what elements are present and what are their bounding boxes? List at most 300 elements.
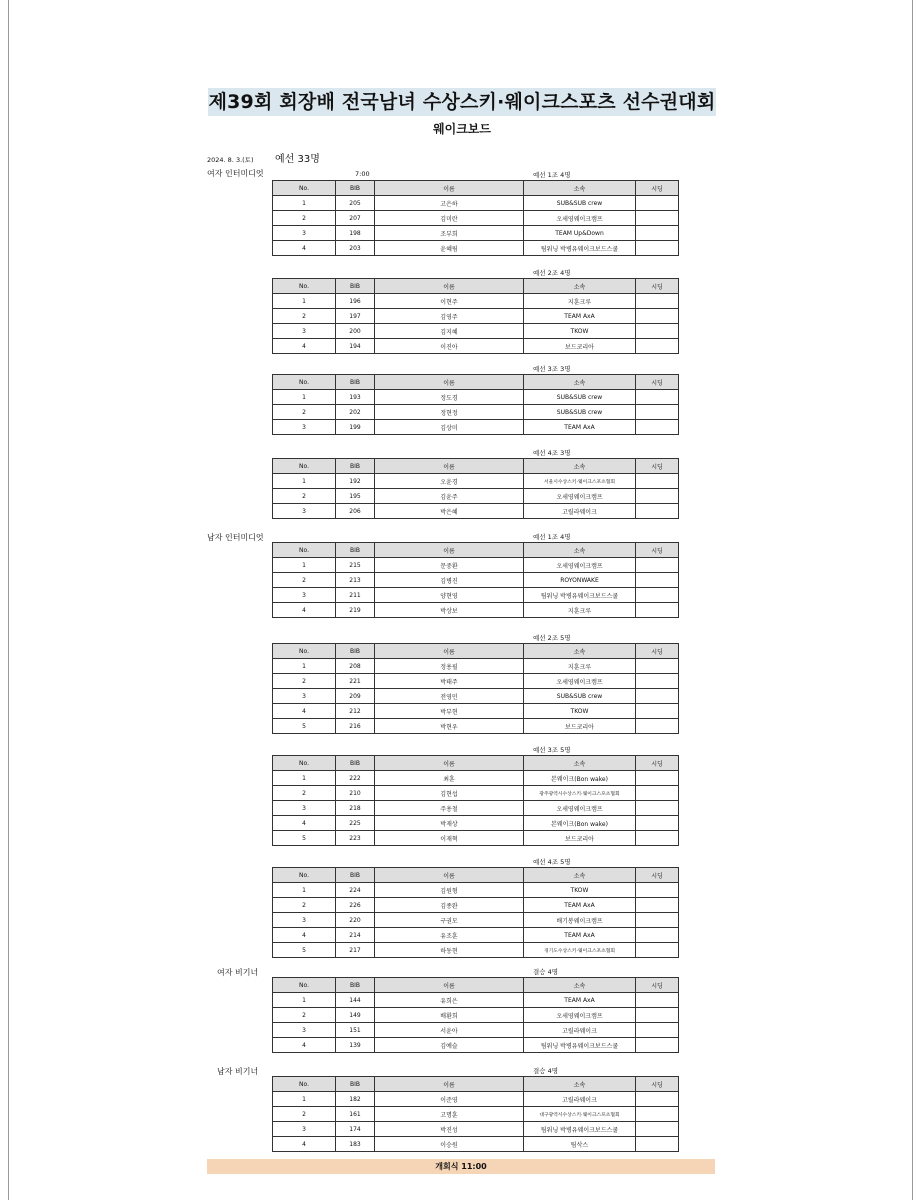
- cell-rank: [636, 504, 679, 519]
- round-heading: 예선 33명: [275, 154, 320, 165]
- cell-bib: 213: [336, 573, 375, 588]
- cell-no: 3: [273, 1122, 336, 1137]
- column-header-bib: BIB: [336, 1077, 375, 1092]
- cell-bib: 210: [336, 786, 375, 801]
- heat-table: [272, 374, 679, 435]
- table-row: [273, 294, 679, 309]
- cell-club: SUB&SUB crew: [524, 390, 636, 405]
- cell-name: 박진성: [375, 1122, 524, 1137]
- cell-bib: 207: [336, 211, 375, 226]
- cell-no: 1: [273, 474, 336, 489]
- cell-name: 고은하: [375, 196, 524, 211]
- table-row: [273, 1008, 679, 1023]
- cell-bib: 218: [336, 801, 375, 816]
- cell-bib: 151: [336, 1023, 375, 1038]
- cell-name: 이재혁: [375, 831, 524, 846]
- cell-name: 오윤경: [375, 474, 524, 489]
- table-row: [273, 1107, 679, 1122]
- column-header-no: No.: [273, 1077, 336, 1092]
- cell-club: SUB&SUB crew: [524, 196, 636, 211]
- cell-club: 팀워닝 박병유웨이크보드스쿨: [524, 1122, 636, 1137]
- cell-rank: [636, 324, 679, 339]
- column-header-rank: 시딩: [636, 644, 679, 659]
- heat-table: [272, 542, 679, 618]
- column-header-rank: 시딩: [636, 279, 679, 294]
- cell-name: 박태주: [375, 674, 524, 689]
- cell-club: SUB&SUB crew: [524, 689, 636, 704]
- cell-name: 김지혜: [375, 324, 524, 339]
- cell-name: 김종완: [375, 898, 524, 913]
- table-row: [273, 226, 679, 241]
- cell-bib: 174: [336, 1122, 375, 1137]
- cell-name: 이준영: [375, 1092, 524, 1107]
- cell-bib: 149: [336, 1008, 375, 1023]
- cell-name: 김현섭: [375, 786, 524, 801]
- cell-rank: [636, 1023, 679, 1038]
- column-header-no: No.: [273, 543, 336, 558]
- start-time: 7:00: [355, 170, 370, 178]
- cell-bib: 197: [336, 309, 375, 324]
- table-row: [273, 898, 679, 913]
- column-header-bib: BIB: [336, 375, 375, 390]
- heat-table: [272, 458, 679, 519]
- cell-name: 김영주: [375, 309, 524, 324]
- table-row: [273, 689, 679, 704]
- cell-no: 4: [273, 1137, 336, 1152]
- cell-name: 최훈: [375, 771, 524, 786]
- cell-bib: 194: [336, 339, 375, 354]
- cell-club: TEAM AxA: [524, 993, 636, 1008]
- column-header-no: No.: [273, 279, 336, 294]
- cell-no: 3: [273, 689, 336, 704]
- column-header-rank: 시딩: [636, 1077, 679, 1092]
- cell-no: 4: [273, 603, 336, 618]
- cell-name: 전영민: [375, 689, 524, 704]
- column-header-name: 이름: [375, 279, 524, 294]
- cell-bib: 221: [336, 674, 375, 689]
- cell-no: 2: [273, 309, 336, 324]
- page-border-right: [912, 0, 913, 1200]
- cell-no: 4: [273, 241, 336, 256]
- column-header-bib: BIB: [336, 868, 375, 883]
- cell-no: 1: [273, 659, 336, 674]
- cell-name: 김윤주: [375, 489, 524, 504]
- cell-club: ROYONWAKE: [524, 573, 636, 588]
- table-header-row: [273, 868, 679, 883]
- column-header-name: 이름: [375, 543, 524, 558]
- column-header-rank: 시딩: [636, 978, 679, 993]
- cell-bib: 144: [336, 993, 375, 1008]
- cell-rank: [636, 573, 679, 588]
- column-header-no: No.: [273, 978, 336, 993]
- cell-no: 2: [273, 1107, 336, 1122]
- table-row: [273, 241, 679, 256]
- column-header-name: 이름: [375, 868, 524, 883]
- cell-club: 경기도수상스키·웨이크스포츠협회: [524, 943, 636, 958]
- table-row: [273, 993, 679, 1008]
- cell-club: SUB&SUB crew: [524, 405, 636, 420]
- cell-bib: 202: [336, 405, 375, 420]
- cell-club: 지훈크루: [524, 294, 636, 309]
- cell-name: 문중환: [375, 558, 524, 573]
- table-row: [273, 474, 679, 489]
- cell-rank: [636, 405, 679, 420]
- cell-no: 2: [273, 489, 336, 504]
- cell-no: 3: [273, 420, 336, 435]
- cell-club: 서울시수상스키·웨이크스포츠협회: [524, 474, 636, 489]
- cell-no: 4: [273, 704, 336, 719]
- cell-bib: 192: [336, 474, 375, 489]
- cell-bib: 214: [336, 928, 375, 943]
- column-header-name: 이름: [375, 644, 524, 659]
- cell-club: 배기봉웨이크캠프: [524, 913, 636, 928]
- document-subtitle: 웨이크보드: [433, 122, 491, 136]
- table-row: [273, 196, 679, 211]
- group-label: 예선 3조 5명: [533, 746, 571, 754]
- cell-club: 보드코리아: [524, 831, 636, 846]
- cell-no: 4: [273, 816, 336, 831]
- column-header-club: 소속: [524, 644, 636, 659]
- cell-club: 지훈크루: [524, 659, 636, 674]
- table-row: [273, 558, 679, 573]
- cell-rank: [636, 196, 679, 211]
- cell-bib: 161: [336, 1107, 375, 1122]
- cell-name: 하동현: [375, 943, 524, 958]
- column-header-club: 소속: [524, 978, 636, 993]
- cell-rank: [636, 801, 679, 816]
- cell-bib: 224: [336, 883, 375, 898]
- cell-rank: [636, 558, 679, 573]
- cell-bib: 222: [336, 771, 375, 786]
- group-label: 예선 1조 4명: [533, 533, 571, 541]
- table-row: [273, 324, 679, 339]
- heat-table: [272, 180, 679, 256]
- column-header-club: 소속: [524, 543, 636, 558]
- cell-no: 3: [273, 588, 336, 603]
- group-label: 예선 4조 5명: [533, 858, 571, 866]
- cell-name: 박부현: [375, 704, 524, 719]
- table-row: [273, 339, 679, 354]
- column-header-no: No.: [273, 181, 336, 196]
- column-header-club: 소속: [524, 459, 636, 474]
- cell-name: 배환희: [375, 1008, 524, 1023]
- column-header-rank: 시딩: [636, 459, 679, 474]
- cell-no: 2: [273, 405, 336, 420]
- cell-bib: 217: [336, 943, 375, 958]
- table-row: [273, 831, 679, 846]
- cell-rank: [636, 603, 679, 618]
- cell-club: 보드코리아: [524, 719, 636, 734]
- cell-rank: [636, 1092, 679, 1107]
- cell-no: 1: [273, 1092, 336, 1107]
- cell-club: 오세영웨이크캠프: [524, 211, 636, 226]
- table-row: [273, 1137, 679, 1152]
- column-header-name: 이름: [375, 1077, 524, 1092]
- cell-club: TKOW: [524, 704, 636, 719]
- cell-rank: [636, 1107, 679, 1122]
- table-row: [273, 390, 679, 405]
- cell-rank: [636, 420, 679, 435]
- cell-name: 이진아: [375, 339, 524, 354]
- column-header-no: No.: [273, 375, 336, 390]
- column-header-rank: 시딩: [636, 756, 679, 771]
- table-row: [273, 588, 679, 603]
- cell-club: 팀워닝 박병유웨이크보드스쿨: [524, 241, 636, 256]
- column-header-name: 이름: [375, 375, 524, 390]
- cell-no: 5: [273, 831, 336, 846]
- table-row: [273, 719, 679, 734]
- document-title: 제39회 회장배 전국남녀 수상스키·웨이크스포츠 선수권대회: [208, 88, 716, 116]
- cell-no: 1: [273, 883, 336, 898]
- table-row: [273, 309, 679, 324]
- table-row: [273, 786, 679, 801]
- cell-name: 윤혜림: [375, 241, 524, 256]
- cell-name: 김원형: [375, 883, 524, 898]
- cell-club: 오세영웨이크캠프: [524, 674, 636, 689]
- cell-name: 고명훈: [375, 1107, 524, 1122]
- cell-club: 팀워닝 박병유웨이크보드스쿨: [524, 588, 636, 603]
- cell-no: 1: [273, 196, 336, 211]
- cell-bib: 203: [336, 241, 375, 256]
- cell-name: 이현주: [375, 294, 524, 309]
- cell-club: TEAM AxA: [524, 928, 636, 943]
- cell-club: 팀삭스: [524, 1137, 636, 1152]
- cell-no: 5: [273, 943, 336, 958]
- column-header-rank: 시딩: [636, 181, 679, 196]
- table-header-row: [273, 644, 679, 659]
- cell-name: 이승원: [375, 1137, 524, 1152]
- cell-rank: [636, 1008, 679, 1023]
- cell-club: 고릴라웨이크: [524, 1092, 636, 1107]
- column-header-no: No.: [273, 756, 336, 771]
- cell-name: 정용필: [375, 659, 524, 674]
- cell-name: 서윤아: [375, 1023, 524, 1038]
- cell-rank: [636, 913, 679, 928]
- cell-rank: [636, 474, 679, 489]
- cell-club: 오세영웨이크캠프: [524, 489, 636, 504]
- heat-table: [272, 1076, 679, 1152]
- cell-bib: 206: [336, 504, 375, 519]
- cell-rank: [636, 1038, 679, 1053]
- cell-no: 2: [273, 573, 336, 588]
- group-label: 예선 2조 5명: [533, 634, 571, 642]
- cell-no: 2: [273, 211, 336, 226]
- column-header-bib: BIB: [336, 978, 375, 993]
- table-header-row: [273, 181, 679, 196]
- cell-rank: [636, 294, 679, 309]
- table-row: [273, 489, 679, 504]
- cell-club: 지훈크루: [524, 603, 636, 618]
- table-header-row: [273, 543, 679, 558]
- group-label: 예선 1조 4명: [533, 171, 571, 179]
- table-row: [273, 674, 679, 689]
- cell-rank: [636, 993, 679, 1008]
- cell-name: 김미란: [375, 211, 524, 226]
- cell-rank: [636, 241, 679, 256]
- cell-bib: 208: [336, 659, 375, 674]
- cell-club: 본웨이크(Bon wake): [524, 816, 636, 831]
- column-header-bib: BIB: [336, 459, 375, 474]
- cell-rank: [636, 674, 679, 689]
- cell-bib: 195: [336, 489, 375, 504]
- opening-ceremony-banner: 개회식 11:00: [207, 1159, 715, 1174]
- table-row: [273, 659, 679, 674]
- cell-bib: 198: [336, 226, 375, 241]
- group-label: 결승 4명: [533, 1067, 559, 1075]
- cell-rank: [636, 211, 679, 226]
- cell-bib: 216: [336, 719, 375, 734]
- cell-rank: [636, 831, 679, 846]
- cell-rank: [636, 588, 679, 603]
- category-label: 여자 비기너: [217, 968, 259, 977]
- cell-club: 고릴라웨이크: [524, 1023, 636, 1038]
- column-header-club: 소속: [524, 375, 636, 390]
- cell-rank: [636, 883, 679, 898]
- column-header-bib: BIB: [336, 756, 375, 771]
- cell-bib: 196: [336, 294, 375, 309]
- cell-name: 정현정: [375, 405, 524, 420]
- cell-bib: 219: [336, 603, 375, 618]
- heat-table: [272, 867, 679, 958]
- cell-rank: [636, 226, 679, 241]
- column-header-no: No.: [273, 644, 336, 659]
- cell-club: 오세영웨이크캠프: [524, 801, 636, 816]
- cell-name: 구권모: [375, 913, 524, 928]
- cell-no: 3: [273, 324, 336, 339]
- cell-bib: 183: [336, 1137, 375, 1152]
- table-header-row: [273, 1077, 679, 1092]
- cell-club: TEAM Up&Down: [524, 226, 636, 241]
- heat-table: [272, 278, 679, 354]
- table-row: [273, 801, 679, 816]
- group-label: 결승 4명: [533, 968, 559, 976]
- table-row: [273, 943, 679, 958]
- cell-no: 5: [273, 719, 336, 734]
- cell-rank: [636, 1122, 679, 1137]
- cell-rank: [636, 1137, 679, 1152]
- column-header-no: No.: [273, 868, 336, 883]
- cell-bib: 215: [336, 558, 375, 573]
- group-label: 예선 3조 3명: [533, 365, 571, 373]
- cell-club: TEAM AxA: [524, 309, 636, 324]
- column-header-club: 소속: [524, 1077, 636, 1092]
- cell-name: 김병진: [375, 573, 524, 588]
- table-row: [273, 573, 679, 588]
- column-header-club: 소속: [524, 756, 636, 771]
- table-row: [273, 928, 679, 943]
- column-header-name: 이름: [375, 459, 524, 474]
- heat-table: [272, 755, 679, 846]
- cell-rank: [636, 816, 679, 831]
- cell-name: 박현우: [375, 719, 524, 734]
- table-row: [273, 420, 679, 435]
- cell-club: 본웨이크(Bon wake): [524, 771, 636, 786]
- cell-no: 3: [273, 1023, 336, 1038]
- cell-rank: [636, 719, 679, 734]
- cell-no: 4: [273, 1038, 336, 1053]
- cell-no: 4: [273, 928, 336, 943]
- cell-name: 양현영: [375, 588, 524, 603]
- cell-no: 2: [273, 674, 336, 689]
- column-header-name: 이름: [375, 756, 524, 771]
- category-label: 남자 인터미디엇: [207, 533, 264, 542]
- cell-club: TKOW: [524, 883, 636, 898]
- table-row: [273, 405, 679, 420]
- cell-bib: 211: [336, 588, 375, 603]
- cell-club: 보드코리아: [524, 339, 636, 354]
- cell-name: 조부희: [375, 226, 524, 241]
- table-row: [273, 816, 679, 831]
- group-label: 예선 4조 3명: [533, 449, 571, 457]
- cell-no: 1: [273, 771, 336, 786]
- cell-bib: 182: [336, 1092, 375, 1107]
- cell-club: 오세영웨이크캠프: [524, 558, 636, 573]
- cell-no: 3: [273, 801, 336, 816]
- cell-no: 2: [273, 898, 336, 913]
- cell-no: 2: [273, 786, 336, 801]
- table-row: [273, 883, 679, 898]
- cell-bib: 200: [336, 324, 375, 339]
- cell-club: 대구광역시수상스키·웨이크스포츠협회: [524, 1107, 636, 1122]
- cell-bib: 220: [336, 913, 375, 928]
- cell-rank: [636, 689, 679, 704]
- cell-club: TEAM AxA: [524, 898, 636, 913]
- column-header-bib: BIB: [336, 279, 375, 294]
- table-row: [273, 1038, 679, 1053]
- table-header-row: [273, 375, 679, 390]
- cell-bib: 223: [336, 831, 375, 846]
- column-header-club: 소속: [524, 279, 636, 294]
- cell-no: 1: [273, 558, 336, 573]
- column-header-rank: 시딩: [636, 375, 679, 390]
- cell-club: 오세영웨이크캠프: [524, 1008, 636, 1023]
- column-header-bib: BIB: [336, 181, 375, 196]
- table-header-row: [273, 756, 679, 771]
- table-row: [273, 1023, 679, 1038]
- cell-bib: 139: [336, 1038, 375, 1053]
- column-header-bib: BIB: [336, 644, 375, 659]
- table-row: [273, 1122, 679, 1137]
- cell-name: 박은혜: [375, 504, 524, 519]
- cell-name: 김상미: [375, 420, 524, 435]
- cell-bib: 209: [336, 689, 375, 704]
- category-label: 여자 인터미디엇: [207, 169, 264, 178]
- cell-rank: [636, 339, 679, 354]
- cell-rank: [636, 309, 679, 324]
- cell-name: 김예슬: [375, 1038, 524, 1053]
- column-header-rank: 시딩: [636, 543, 679, 558]
- cell-bib: 205: [336, 196, 375, 211]
- cell-bib: 225: [336, 816, 375, 831]
- table-header-row: [273, 459, 679, 474]
- table-header-row: [273, 978, 679, 993]
- table-row: [273, 913, 679, 928]
- cell-no: 3: [273, 913, 336, 928]
- cell-rank: [636, 390, 679, 405]
- cell-rank: [636, 928, 679, 943]
- cell-rank: [636, 898, 679, 913]
- heat-table: [272, 977, 679, 1053]
- cell-name: 유조훈: [375, 928, 524, 943]
- cell-bib: 199: [336, 420, 375, 435]
- column-header-no: No.: [273, 459, 336, 474]
- category-label: 남자 비기너: [217, 1067, 259, 1076]
- cell-rank: [636, 489, 679, 504]
- cell-club: TEAM AxA: [524, 420, 636, 435]
- table-row: [273, 504, 679, 519]
- cell-club: 팀워닝 박병유웨이크보드스쿨: [524, 1038, 636, 1053]
- column-header-name: 이름: [375, 181, 524, 196]
